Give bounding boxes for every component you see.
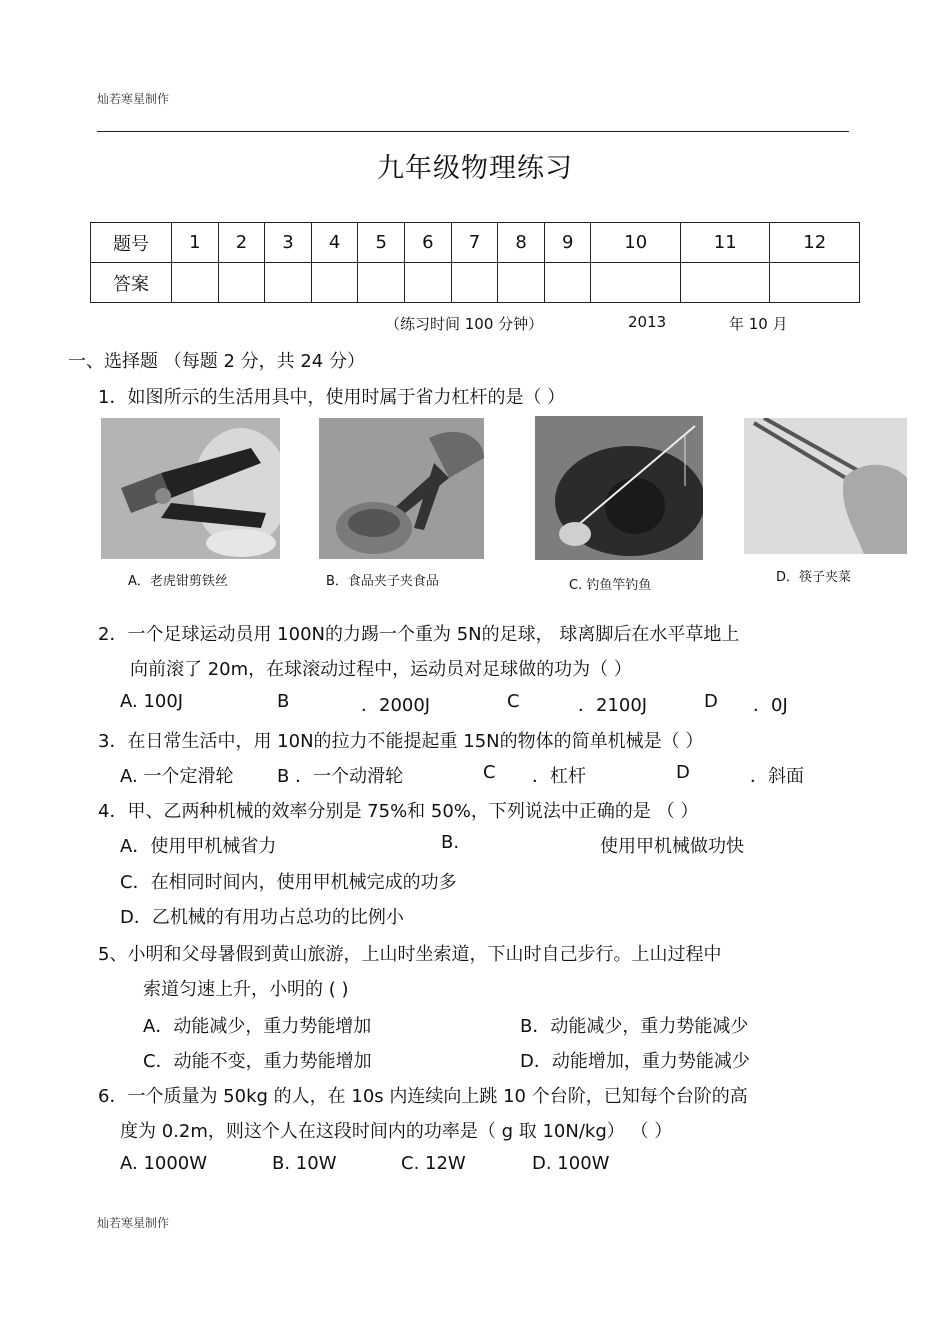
answer-cell[interactable] (498, 263, 545, 303)
answer-table-number: 2 (218, 223, 265, 263)
header-rule (97, 131, 849, 132)
q4-option-c: C．在相同时间内，使用甲机械完成的功多 (120, 872, 457, 893)
q4-option-a: A．使用甲机械省力 (120, 836, 277, 857)
q6-option-a: A. 1000W (120, 1153, 208, 1174)
answer-cell[interactable] (544, 263, 591, 303)
food-tongs-photo (319, 418, 484, 559)
answer-table-number: 11 (680, 223, 769, 263)
q1-caption-c: C. 钓鱼竿钓鱼 (569, 578, 652, 593)
q2-option-b-text: ．2000J (361, 695, 431, 716)
fishing-rod-photo (535, 416, 703, 560)
q2-option-d-letter: D (704, 691, 718, 712)
answer-cell[interactable] (358, 263, 405, 303)
q3-option-c-letter: C (483, 762, 496, 783)
q5-option-c: C．动能不变，重力势能增加 (143, 1051, 372, 1072)
question-6-line2: 度为 0.2m，则这个人在这段时间内的功率是（ g 取 10N/kg） （ ） (120, 1121, 673, 1142)
answer-cell[interactable] (591, 263, 680, 303)
q1-caption-a: A．老虎钳剪铁丝 (128, 574, 228, 589)
answer-table-number: 1 (172, 223, 219, 263)
q2-option-c-letter: C (507, 691, 520, 712)
answer-table-number: 9 (544, 223, 591, 263)
pliers-illustration (101, 418, 280, 559)
answer-cell[interactable] (218, 263, 265, 303)
answer-cell[interactable] (451, 263, 498, 303)
q4-option-d: D．乙机械的有用功占总功的比例小 (120, 907, 404, 928)
answer-cell[interactable] (172, 263, 219, 303)
q1-caption-d: D．筷子夹菜 (776, 570, 852, 585)
q5-option-a: A．动能减少，重力势能增加 (143, 1016, 372, 1037)
q6-option-d: D. 100W (532, 1153, 610, 1174)
question-4-stem: 4．甲、乙两种机械的效率分别是 75%和 50%，下列说法中正确的是 （ ） (98, 801, 699, 822)
question-2-line1: 2．一个足球运动员用 100N的力踢一个重为 5N的足球， 球离脚后在水平草地上 (98, 624, 740, 645)
answer-table-number: 8 (498, 223, 545, 263)
answer-table-number: 5 (358, 223, 405, 263)
q2-option-d-text: ．0J (753, 695, 788, 716)
question-2-line2: 向前滚了 20m，在球滚动过程中，运动员对足球做的功为（ ） (130, 659, 632, 680)
q3-option-d-letter: D (676, 762, 690, 783)
q4-option-b-text: 使用甲机械做功快 (600, 836, 744, 857)
practice-year: 2013 (628, 313, 667, 331)
answer-table-row1-label: 题号 (91, 223, 172, 263)
q4-option-b-letter: B. (441, 832, 460, 853)
q3-option-a: A. 一个定滑轮 (120, 766, 234, 787)
question-3-stem: 3．在日常生活中，用 10N的拉力不能提起重 15N的物体的简单机械是（ ） (98, 731, 704, 752)
question-6-line1: 6．一个质量为 50kg 的人，在 10s 内连续向上跳 10 个台阶，已知每个台阶的高 (98, 1086, 748, 1107)
answer-table-number: 4 (311, 223, 358, 263)
chopsticks-illustration (744, 418, 907, 554)
answer-cell[interactable] (311, 263, 358, 303)
q3-option-d-text: ．斜面 (750, 766, 804, 787)
pliers-photo (101, 418, 280, 559)
answer-table-number: 12 (770, 223, 860, 263)
q2-option-b-letter: B (277, 691, 290, 712)
q6-option-c: C. 12W (401, 1153, 466, 1174)
answer-table-header-row (91, 223, 860, 263)
question-1-stem: 1．如图所示的生活用具中，使用时属于省力杠杆的是（ ） (98, 387, 566, 408)
answer-table (90, 222, 860, 303)
answer-table-answer-row (91, 263, 860, 303)
answer-table-number: 10 (591, 223, 680, 263)
question-5-line2: 索道匀速上升，小明的 ( ) (143, 979, 349, 1000)
q1-caption-b: B．食品夹子夹食品 (326, 574, 439, 589)
header-text: 灿若寒星制作 (97, 92, 170, 106)
q5-option-b: B．动能减少，重力势能减少 (520, 1016, 749, 1037)
answer-table-number: 7 (451, 223, 498, 263)
footer-text: 灿若寒星制作 (97, 1216, 170, 1230)
q5-option-d: D．动能增加，重力势能减少 (520, 1051, 750, 1072)
q2-option-a: A. 100J (120, 691, 184, 712)
answer-table-row2-label: 答案 (91, 263, 172, 303)
q6-option-b: B. 10W (272, 1153, 337, 1174)
q3-option-c-text: ．杠杆 (532, 766, 586, 787)
practice-month: 年 10 月 (729, 315, 788, 333)
answer-table-number: 3 (265, 223, 312, 263)
fishing-rod-illustration (535, 416, 703, 560)
q2-option-c-text: ．2100J (578, 695, 648, 716)
answer-cell[interactable] (405, 263, 452, 303)
question-5-line1: 5、小明和父母暑假到黄山旅游，上山时坐索道，下山时自己步行。上山过程中 (98, 944, 722, 965)
practice-time: （练习时间 100 分钟） (385, 315, 544, 333)
answer-table-number: 6 (405, 223, 452, 263)
chopsticks-photo (744, 418, 907, 554)
answer-cell[interactable] (265, 263, 312, 303)
section-heading: 一、选择题 （每题 2 分，共 24 分） (68, 351, 365, 372)
answer-cell[interactable] (770, 263, 860, 303)
q3-option-b: B ．一个动滑轮 (277, 766, 404, 787)
answer-cell[interactable] (680, 263, 769, 303)
page-title: 九年级物理练习 (377, 153, 573, 184)
food-tongs-illustration (319, 418, 484, 559)
